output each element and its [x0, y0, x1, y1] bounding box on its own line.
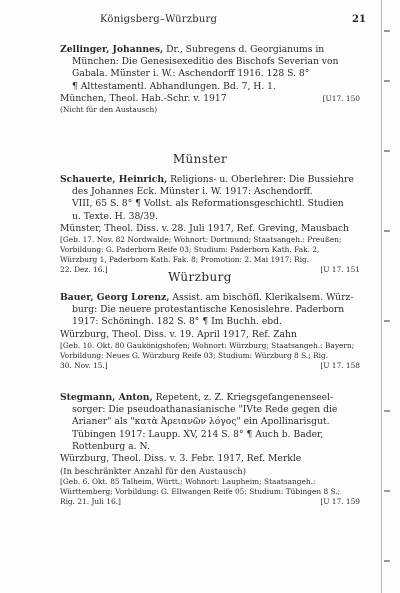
page-edge-marks	[384, 20, 396, 580]
entry-line: burg: Die neuere protestantische Kenosislehre. Paderborn	[72, 304, 345, 316]
page-number: 21	[352, 14, 366, 25]
entry-name: Bauer, Georg Lorenz,	[60, 292, 170, 303]
entry-note: (In beschränkter Anzahl für den Austausch)	[60, 466, 247, 477]
entry-reference: [U 17. 151	[320, 265, 360, 275]
entry-line: Tübingen 1917: Laupp. XV, 214 S. 8° ¶ Auch b. Bader,	[72, 428, 324, 440]
entry-small-line: Vorbildung: Neues G. Würzburg Reife 03; Studium: Würzburg 8 S.; Rig.	[60, 350, 329, 360]
entry-stegmann	[60, 392, 360, 507]
entry-small-line: Vorbildung: G. Paderborn Reife 03; Studium: Paderborn Kath. Fak. 2,	[60, 245, 320, 255]
entry-name: Stegmann, Anton,	[60, 392, 153, 403]
entry-reference: [U 17. 158	[320, 360, 360, 370]
entry-small-line: Württemberg; Vorbildung: G. Ellwangen Reife 05; Studium: Tübingen 8 S.;	[60, 487, 341, 497]
entry-reference: [U 17. 159	[320, 497, 360, 507]
entry-small-line: Würzburg 1, Paderborn Kath. Fak. 8; Promotion: 2. Mai 1917; Rig.	[60, 255, 310, 265]
entry-note: (Nicht für den Austausch)	[60, 105, 158, 115]
entry-reference: [U17. 150	[322, 93, 360, 103]
section-title-muenster: Münster	[172, 152, 228, 166]
entry-footer: Würzburg, Theol. Diss. v. 3. Febr. 1917, Ref. Merkle	[60, 453, 302, 465]
entry-footer: Münster, Theol. Diss. v. 28. Juli 1917, Ref. Greving, Mausbach	[60, 222, 349, 234]
entry-schauerte	[60, 174, 360, 275]
entry-line: Assist. am bischöfl. Klerikalsem. Würz-	[172, 292, 354, 303]
entry-line: VIII, 65 S. 8° ¶ Vollst. als Reformationsgeschichtl. Studien	[72, 198, 344, 210]
entry-line: München: Die Genesisexeditio des Bischofs Severian von	[72, 56, 339, 68]
entry-line: des Johannes Eck. Münster i. W. 1917: Aschendorff.	[72, 186, 313, 198]
entry-name: Schauerte, Heinrich,	[60, 174, 168, 185]
page-header	[0, 14, 400, 30]
entry-footer: München, Theol. Hab.-Schr. v. 1917	[60, 92, 227, 104]
section-title-wuerzburg: Würzburg	[168, 270, 232, 284]
running-title: Königsberg–Würzburg	[100, 14, 218, 25]
entry-line: Arianer" als "κατὰ Ἀρειανῶν λόγος" ein Apollinarisgut.	[72, 416, 330, 428]
entry-small-line: Rig. 21. Juli 16.]	[60, 497, 121, 507]
entry-small-line: 22. Dez. 16.]	[60, 265, 108, 275]
page-edge-line	[381, 0, 382, 593]
entry-line: sorger: Die pseudoathanasianische "IVte Rede gegen die	[72, 404, 338, 416]
entry-line: Repetent, z. Z. Kriegsgefangenenseel-	[155, 392, 334, 403]
entry-line: Gabala. Münster i. W.: Aschendorff 1916. 128 S. 8°	[72, 68, 310, 80]
entry-name: Zellinger, Johannes,	[60, 44, 164, 55]
entry-bauer	[60, 292, 360, 371]
entry-line: u. Texte. H. 38/39.	[72, 210, 159, 222]
entry-small-line: [Geb. 17. Nov. 82 Nordwalde; Wohnort: Dortmund; Staatsangeh.: Preußen;	[60, 235, 342, 245]
entry-small-line: [Geb. 6. Okt. 85 Talheim, Württ.; Wohnort: Laupheim; Staatsangeh.:	[60, 477, 316, 487]
entry-line: Dr., Subregens d. Georgianums in	[166, 44, 325, 55]
entry-line: Religions- u. Oberlehrer: Die Bussiehre	[170, 174, 354, 185]
entry-line: ¶ Alttestamentl. Abhandlungen. Bd. 7, H. 1.	[72, 80, 276, 92]
entry-line: Rottenburg a. N.	[72, 440, 150, 452]
entry-small-line: [Geb. 10. Okt. 80 Gaukönigshofen; Wohnort: Würzburg; Staatsangeh.: Bayern;	[60, 340, 355, 350]
entry-zellinger	[60, 44, 360, 115]
entry-line: 1917: Schöningh. 182 S. 8° ¶ Im Buchh. ebd.	[72, 316, 282, 328]
entry-footer: Würzburg, Theol. Diss. v. 19. April 1917, Ref. Zahn	[60, 328, 297, 340]
entry-small-line: 30. Nov. 15.]	[60, 360, 108, 370]
